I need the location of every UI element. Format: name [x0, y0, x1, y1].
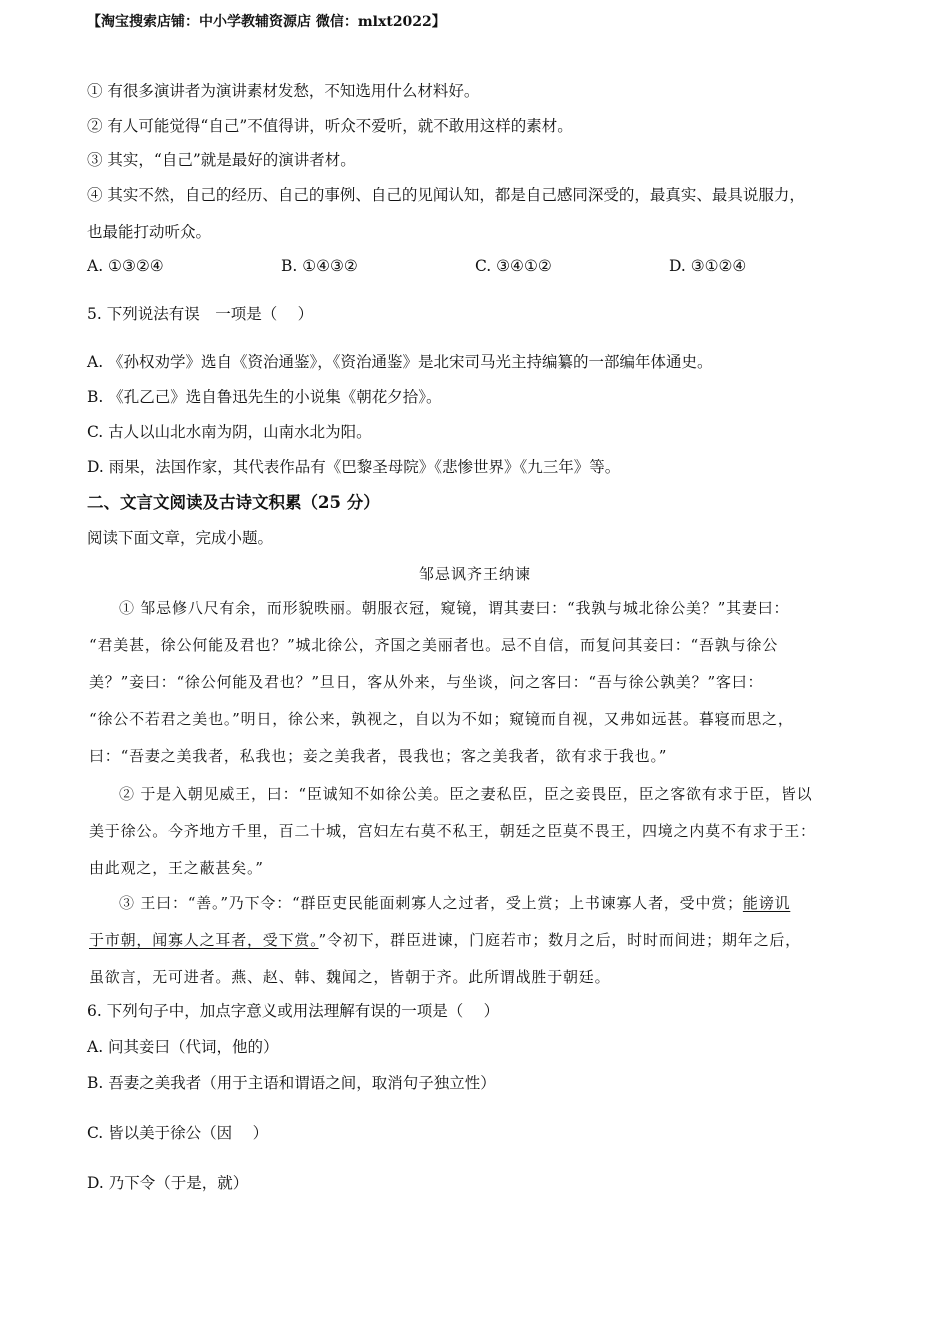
q4-sentence-4: ④ 其实不然，自己的经历、自己的事例、自己的见闻认知，都是自己感同深受的，最真实、最具说服力，	[87, 186, 805, 204]
q4-option-b: B. ①④③②	[281, 257, 358, 275]
passage-text: ”令初下，群臣进谏，门庭若市；数月之后，时时而间进；期年之后，	[318, 931, 801, 949]
passage-line: 美于徐公。今齐地方千里，百二十城，宫妇左右莫不私王，朝廷之臣莫不畏王，四境之内莫不有求于王：	[89, 822, 816, 840]
passage-line	[119, 893, 790, 913]
passage-line	[89, 930, 801, 950]
q6-option-c: C. 皆以美于徐公（因 ）	[87, 1124, 269, 1142]
q5-stem: 5. 下列说法有误 一项是（ ）	[87, 305, 314, 323]
q5-option-b: B. 《孔乙己》选自鲁迅先生的小说集《朝花夕拾》。	[87, 388, 442, 406]
q4-option-d: D. ③①②④	[669, 257, 747, 275]
passage-line: ① 邹忌修八尺有余，而形貌昳丽。朝服衣冠，窥镜，谓其妻曰：“我孰与城北徐公美？”其妻曰：	[119, 599, 790, 617]
passage-line: 虽欲言，无可进者。燕、赵、韩、魏闻之，皆朝于齐。此所谓战胜于朝廷。	[89, 968, 611, 986]
underlined-sentence: 能谤讥	[742, 894, 791, 912]
q4-sentence-3: ③ 其实，“自己”就是最好的演讲者材。	[87, 151, 356, 169]
q4-sentence-2: ② 有人可能觉得“自己”不值得讲，听众不爱听，就不敢用这样的素材。	[87, 117, 573, 135]
page-header: 【淘宝搜索店铺：中小学教辅资源店 微信：mlxt2022】	[87, 14, 446, 30]
passage-line: 曰：“吾妻之美我者，私我也；妾之美我者，畏我也；客之美我者，欲有求于我也。”	[89, 747, 668, 765]
section-2-title: 二、文言文阅读及古诗文积累（25 分）	[87, 493, 380, 512]
q4-sentence-1: ① 有很多演讲者为演讲素材发愁，不知选用什么材料好。	[87, 82, 480, 100]
q4-option-a: A. ①③②④	[87, 257, 164, 275]
passage-line: 由此观之，王之蔽甚矣。”	[89, 859, 264, 877]
q5-option-c: C. 古人以山北水南为阴，山南水北为阳。	[87, 423, 372, 441]
q4-sentence-4-cont: 也最能打动听众。	[87, 223, 212, 241]
q6-option-b: B. 吾妻之美我者（用于主语和谓语之间，取消句子独立性）	[87, 1074, 496, 1092]
q6-option-a: A. 问其妾曰（代词，他的）	[87, 1038, 279, 1056]
passage-text: ③ 王曰：“善。”乃下令：“群臣吏民能面刺寡人之过者，受上赏；上书谏寡人者，受中赏；	[119, 894, 743, 912]
passage-line: “君美甚，徐公何能及君也？”城北徐公，齐国之美丽者也。忌不自信，而复问其妾曰：“吾孰与徐公	[89, 636, 779, 654]
q6-option-d: D. 乃下令（于是，就）	[87, 1174, 249, 1192]
q6-stem: 6. 下列句子中，加点字意义或用法理解有误的一项是（ ）	[87, 1002, 500, 1020]
passage-line: “徐公不若君之美也。”明日，徐公来，孰视之，自以为不如；窥镜而自视，又弗如远甚。暮寝而思之，	[89, 710, 794, 728]
section-2-instruction: 阅读下面文章，完成小题。	[87, 529, 274, 547]
passage-line: ② 于是入朝见威王，曰：“臣诚知不如徐公美。臣之妻私臣，臣之妾畏臣，臣之客欲有求于臣，皆以	[119, 785, 813, 803]
q4-option-c: C. ③④①②	[475, 257, 552, 275]
passage-title: 邹忌讽齐王纳谏	[418, 565, 531, 583]
underlined-sentence: 于市朝，闻寡人之耳者，受下赏。	[89, 931, 319, 949]
q5-option-a: A. 《孙权劝学》选自《资治通鉴》，《资治通鉴》是北宋司马光主持编纂的一部编年体通史。	[87, 353, 713, 371]
q5-option-d: D. 雨果，法国作家，其代表作品有《巴黎圣母院》《悲惨世界》《九三年》等。	[87, 458, 621, 476]
passage-line: 美？”妾曰：“徐公何能及君也？”旦日，客从外来，与坐谈，问之客曰：“吾与徐公孰美？”客曰：	[89, 673, 764, 691]
